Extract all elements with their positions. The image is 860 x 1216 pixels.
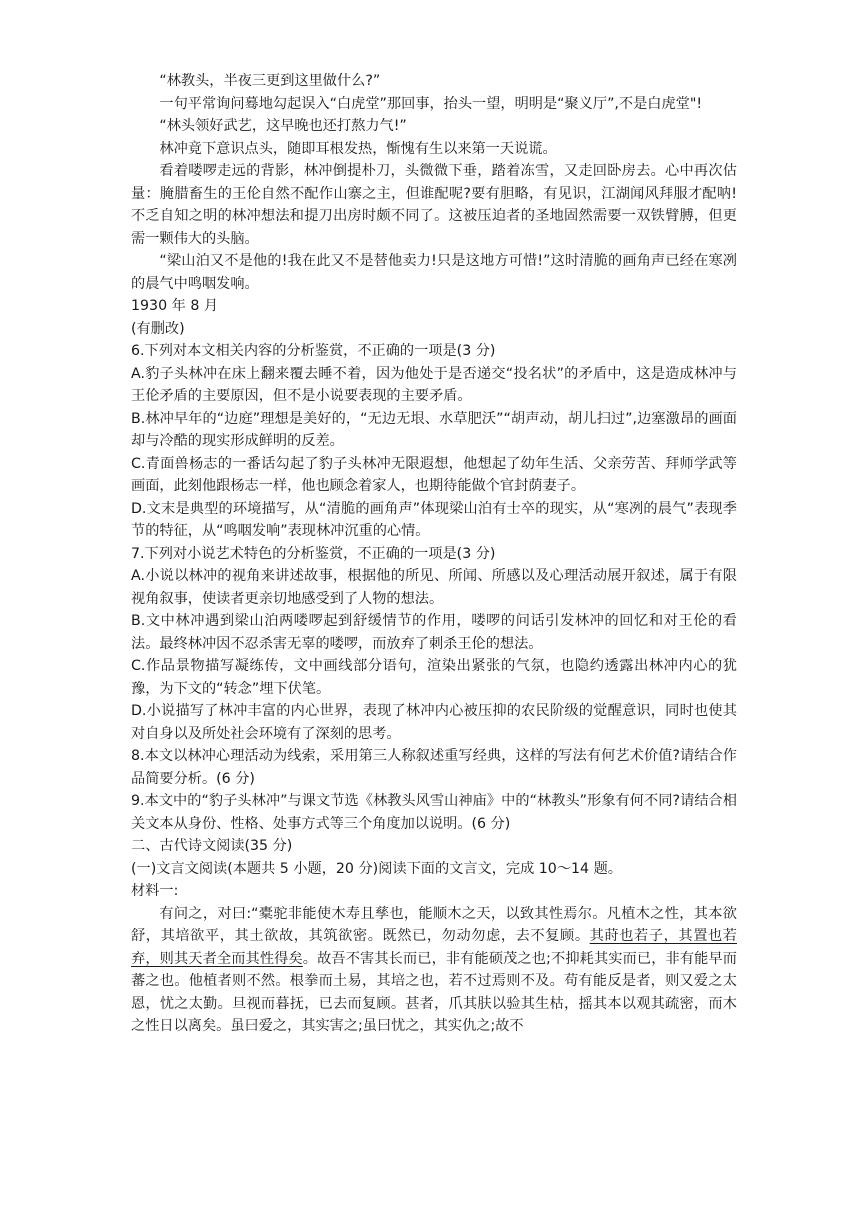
passage-paragraph: 林冲竟下意识点头，随即耳根发热，惭愧有生以来第一天说谎。 [159,140,557,157]
dialogue-line: “林头领好武艺，这早晚也还打熬力气!” [159,118,407,134]
question-7-option-a: A.小说以林冲的视角来讲述故事，根据他的所见、所闻、所感以及心理活动展开叙述，属于有限视角叙事，使读者更亲切地感受到了人物的想法。 [131,568,737,607]
question-6-stem: 6.下列对本文相关内容的分析鉴赏，不正确的一项是(3 分) [131,343,496,359]
material-label: 材料一: [131,883,179,899]
question-7-option-c: C.作品景物描写凝练传，文中画线部分语句，渲染出紧张的气氛，也隐约透露出林冲内心的犹豫，为下文的“转念”埋下伏笔。 [131,658,737,697]
classical-text-part: 有问之，对曰:“橐驼非能使木寿且孳也，能顺木之天，以致其性焉尔。凡植木之性，其本欲舒，其培欲平，其土欲故，其筑欲密。既然已，勿动勿虑，去不复顾。 [131,905,737,944]
classical-text-part: 。故吾不害其长而已，非有能硕茂之也;不抑耗其实而已，非有能早而蕃之也。他植者则不然。根拳而土易，其培之也，若不过焉则不及。苟有能反是者，则又爱之太恩，忧之太勤。旦视而暮抚，已去而复顾。甚者，爪其肤以验其生枯，摇其本以观其疏密，而木之性日以离矣。虽曰爱之，其实害之;虽曰忧之，其实仇之;故不 [131,950,737,1034]
dialogue-line: “林教头，半夜三更到这里做什么?” [159,73,381,89]
passage-paragraph: “梁山泊又不是他的!我在此又不是替他卖力!只是这地方可惜!”这时清脆的画角声已经在寒冽的晨气中鸣咽发响。 [131,253,737,292]
question-6-option-c: C.青面兽杨志的一番话勾起了豹子头林冲无限遐想，他想起了幼年生活、父亲劳苦、拜师学武等画面，此刻他跟杨志一样，他也顾念着家人，也期待能做个官封荫妻子。 [131,455,737,494]
question-7-option-d: D.小说描写了林冲丰富的内心世界，表现了林冲内心被压抑的农民阶级的觉醒意识，同时也使其对自身以及所处社会环境有了深刻的思考。 [131,703,737,742]
date-line: 1930 年 8 月 [131,298,219,314]
question-9: 9.本文中的“豹子头林冲”与课文节选《林教头风雪山神庙》中的“林教头”形象有何不同?请结合相关文本从身份、性格、处事方式等三个角度加以说明。(6 分) [131,793,737,832]
passage-paragraph: 看着喽啰走远的背影，林冲倒提朴刀，头微微下垂，踏着冻雪，又走回卧房去。心中再次估量：腌腊畜生的王伦自然不配作山寨之主，但谁配呢?要有胆略，有见识，江湖闻风拜服才配呐!不乏自知之明的林冲想法和提刀出房时颇不同了。这被压迫者的圣地固然需要一双铁臂膊，但更需一颗伟大的头脑。 [131,163,737,247]
passage-paragraph: 一句平常询问蓦地勾起误入“白虎堂”那回事，抬头一望，明明是“聚义厅”,不是白虎堂"! [159,95,703,112]
question-7-option-b: B.文中林冲遇到梁山泊两喽啰起到舒缓情节的作用，喽啰的问话引发林冲的回忆和对王伦的看法。最终林冲因不忍杀害无辜的喽啰，而放弃了刺杀王伦的想法。 [131,613,737,652]
question-6-option-a: A.豹子头林冲在床上翻来覆去睡不着，因为他处于是否递交“投名状”的矛盾中，这是造成林冲与王伦矛盾的主要原因，但不是小说要表现的主要矛盾。 [131,365,737,404]
document-page [131,70,737,1038]
question-7-stem: 7.下列对小说艺术特色的分析鉴赏，不正确的一项是(3 分) [131,545,496,562]
underlined-sentence: 其莳也若子，其置也若弃，则其天者全而其性得矣 [131,928,737,967]
question-6-option-b: B.林冲早年的“边庭”理想是美好的，“无边无垠、水草肥沃”“胡声动，胡儿扫过”,边塞激昂的画面却与冷酷的现实形成鲜明的反差。 [131,410,737,449]
question-6-option-d: D.文末是典型的环境描写，从“清脆的画角声”体现梁山泊有士卒的现实，从“寒冽的晨气”表现季节的特征，从“鸣咽发响”表现林冲沉重的心情。 [131,500,737,539]
subsection-heading: (一)文言文阅读(本题共 5 小题，20 分)阅读下面的文言文，完成 10～14 题。 [131,860,622,877]
section-heading: 二、古代诗文阅读(35 分) [131,838,293,854]
question-8: 8.本文以林冲心理活动为线索，采用第三人称叙述重写经典，这样的写法有何艺术价值?请结合作品简要分析。(6 分) [131,748,737,787]
classical-text-paragraph [131,903,737,1038]
edit-note: (有删改) [131,320,185,337]
